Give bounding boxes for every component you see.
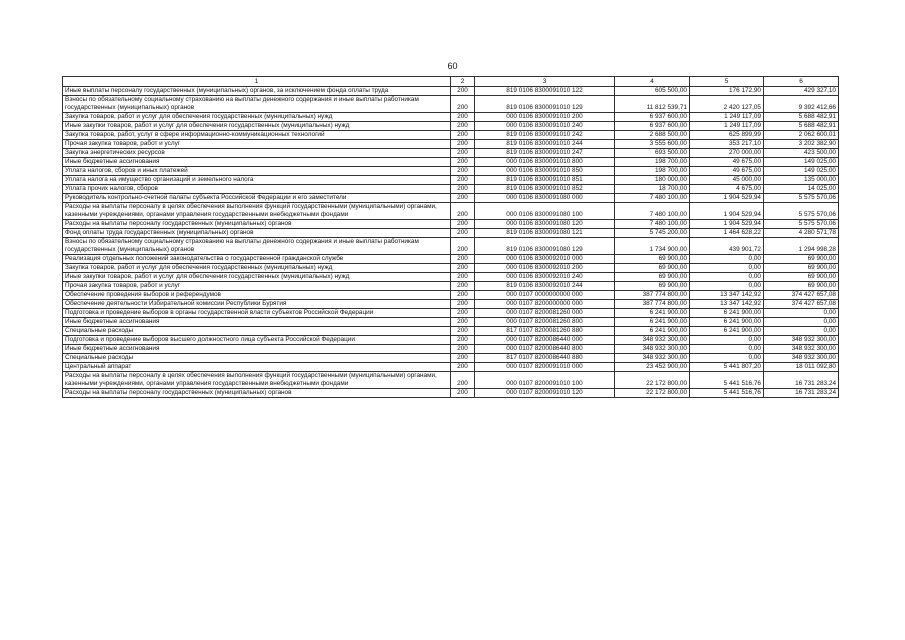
table-row — [63, 309, 839, 318]
row-executed-cell: 625 899,99 — [690, 131, 764, 140]
row-admin-code-cell: 200 — [451, 158, 475, 167]
table-row — [63, 372, 839, 389]
row-unexecuted-cell: 348 932 300,00 — [764, 336, 839, 345]
column-header: 3 — [475, 77, 615, 87]
table-row — [63, 291, 839, 300]
row-approved-cell: 198 700,00 — [615, 158, 690, 167]
budget-execution-table — [62, 76, 839, 398]
row-approved-cell: 387 774 800,00 — [615, 300, 690, 309]
table-row — [63, 203, 839, 220]
table-row — [63, 167, 839, 176]
row-unexecuted-cell: 4 280 571,78 — [764, 229, 839, 238]
row-executed-cell: 6 241 900,00 — [690, 309, 764, 318]
row-name-cell: Прочая закупка товаров, работ и услуг — [63, 282, 451, 291]
row-budget-code-cell: 819 0106 8300091010 852 — [475, 185, 615, 194]
table-row — [63, 185, 839, 194]
row-admin-code-cell: 200 — [451, 149, 475, 158]
row-name-cell: Взносы по обязательному социальному страхованию на выплаты денежного содержания и иные выплаты работникам государственных (муниципальных) органов — [63, 96, 451, 113]
row-executed-cell: 1 904 529,94 — [690, 220, 764, 229]
row-budget-code-cell: 000 0107 8200081260 800 — [475, 318, 615, 327]
row-admin-code-cell: 200 — [451, 131, 475, 140]
row-admin-code-cell: 200 — [451, 300, 475, 309]
row-executed-cell: 0,00 — [690, 273, 764, 282]
row-unexecuted-cell: 5 575 570,06 — [764, 203, 839, 220]
row-executed-cell: 1 464 628,22 — [690, 229, 764, 238]
row-admin-code-cell: 200 — [451, 327, 475, 336]
row-approved-cell: 693 500,00 — [615, 149, 690, 158]
row-admin-code-cell: 200 — [451, 336, 475, 345]
row-executed-cell: 1 249 117,09 — [690, 113, 764, 122]
row-unexecuted-cell: 149 025,00 — [764, 167, 839, 176]
row-executed-cell: 0,00 — [690, 264, 764, 273]
row-budget-code-cell: 000 0106 8300092010 240 — [475, 273, 615, 282]
row-budget-code-cell: 000 0107 8200086440 000 — [475, 336, 615, 345]
row-name-cell: Обеспечение проведения выборов и референдумов — [63, 291, 451, 300]
row-admin-code-cell: 200 — [451, 167, 475, 176]
row-unexecuted-cell: 16 731 283,24 — [764, 389, 839, 398]
row-unexecuted-cell: 0,00 — [764, 318, 839, 327]
row-executed-cell: 49 675,00 — [690, 167, 764, 176]
row-unexecuted-cell: 5 575 570,06 — [764, 194, 839, 203]
row-name-cell: Расходы на выплаты персоналу в целях обеспечения выполнения функций государственными (муниципальными) органами, казенными учреждениями, органами управления государственными внебюджетными фондами — [63, 372, 451, 389]
row-unexecuted-cell: 5 688 482,91 — [764, 122, 839, 131]
row-approved-cell: 6 937 600,00 — [615, 122, 690, 131]
table-row — [63, 336, 839, 345]
row-executed-cell: 6 241 900,00 — [690, 327, 764, 336]
row-approved-cell: 11 812 539,71 — [615, 96, 690, 113]
row-admin-code-cell: 200 — [451, 264, 475, 273]
row-admin-code-cell: 200 — [451, 238, 475, 255]
row-budget-code-cell: 000 0107 8200091010 100 — [475, 372, 615, 389]
row-unexecuted-cell: 5 688 482,91 — [764, 113, 839, 122]
row-budget-code-cell: 000 0107 8200081260 000 — [475, 309, 615, 318]
row-admin-code-cell: 200 — [451, 122, 475, 131]
table-row — [63, 255, 839, 264]
row-name-cell: Обеспечение деятельности Избирательной комиссии Республики Бурятия — [63, 300, 451, 309]
row-executed-cell: 5 441 516,76 — [690, 372, 764, 389]
row-unexecuted-cell: 5 575 570,06 — [764, 220, 839, 229]
row-unexecuted-cell: 69 900,00 — [764, 264, 839, 273]
row-name-cell: Расходы на выплаты персоналу государственных (муниципальных) органов — [63, 220, 451, 229]
row-approved-cell: 198 700,00 — [615, 167, 690, 176]
row-approved-cell: 7 480 100,00 — [615, 194, 690, 203]
page-number: 60 — [447, 61, 458, 71]
row-budget-code-cell: 000 0107 0000000000 000 — [475, 291, 615, 300]
table-row — [63, 318, 839, 327]
row-budget-code-cell: 000 0106 8300091010 800 — [475, 158, 615, 167]
row-admin-code-cell: 200 — [451, 113, 475, 122]
row-name-cell: Прочая закупка товаров, работ и услуг — [63, 140, 451, 149]
row-approved-cell: 605 500,00 — [615, 87, 690, 96]
row-name-cell: Реализация отдельных положений законодательства о государственной гражданской службе — [63, 255, 451, 264]
row-unexecuted-cell: 149 025,00 — [764, 158, 839, 167]
row-executed-cell: 439 901,72 — [690, 238, 764, 255]
row-name-cell: Подготовка и проведение выборов в органы государственной власти субъектов Российской Федерации — [63, 309, 451, 318]
row-unexecuted-cell: 18 011 092,80 — [764, 363, 839, 372]
row-approved-cell: 22 172 800,00 — [615, 389, 690, 398]
row-admin-code-cell: 200 — [451, 372, 475, 389]
row-admin-code-cell: 200 — [451, 140, 475, 149]
row-approved-cell: 69 900,00 — [615, 255, 690, 264]
row-admin-code-cell: 200 — [451, 345, 475, 354]
row-admin-code-cell: 200 — [451, 220, 475, 229]
row-executed-cell: 13 347 142,92 — [690, 291, 764, 300]
row-unexecuted-cell: 348 932 300,00 — [764, 354, 839, 363]
row-name-cell: Руководитель контрольно-счетной палаты субъекта Российской Федерации и его заместители — [63, 194, 451, 203]
row-unexecuted-cell: 0,00 — [764, 309, 839, 318]
row-executed-cell: 49 675,00 — [690, 158, 764, 167]
row-admin-code-cell: 200 — [451, 363, 475, 372]
table-row — [63, 345, 839, 354]
table-row — [63, 140, 839, 149]
row-unexecuted-cell: 14 025,00 — [764, 185, 839, 194]
row-executed-cell: 1 249 117,09 — [690, 122, 764, 131]
row-approved-cell: 69 900,00 — [615, 264, 690, 273]
row-budget-code-cell: 819 0106 8300092010 244 — [475, 282, 615, 291]
column-header: 4 — [615, 77, 690, 87]
table-row — [63, 363, 839, 372]
row-name-cell: Иные бюджетные ассигнования — [63, 318, 451, 327]
row-executed-cell: 13 347 142,92 — [690, 300, 764, 309]
row-approved-cell: 5 745 200,00 — [615, 229, 690, 238]
row-approved-cell: 6 241 900,00 — [615, 309, 690, 318]
table-row — [63, 220, 839, 229]
row-executed-cell: 4 675,00 — [690, 185, 764, 194]
row-budget-code-cell: 819 0106 8300091080 121 — [475, 229, 615, 238]
row-unexecuted-cell: 69 900,00 — [764, 282, 839, 291]
row-unexecuted-cell: 135 000,00 — [764, 176, 839, 185]
row-approved-cell: 7 480 100,00 — [615, 220, 690, 229]
table-row — [63, 87, 839, 96]
table-row — [63, 327, 839, 336]
column-header: 2 — [451, 77, 475, 87]
table-row — [63, 264, 839, 273]
row-admin-code-cell: 200 — [451, 203, 475, 220]
row-budget-code-cell: 819 0106 8300091010 851 — [475, 176, 615, 185]
row-unexecuted-cell: 429 327,10 — [764, 87, 839, 96]
row-executed-cell: 0,00 — [690, 354, 764, 363]
row-unexecuted-cell: 374 427 657,08 — [764, 291, 839, 300]
row-executed-cell: 270 000,00 — [690, 149, 764, 158]
row-name-cell: Закупка товаров, работ, услуг в сфере информационно-коммуникационных технологий — [63, 131, 451, 140]
row-executed-cell: 353 217,10 — [690, 140, 764, 149]
row-approved-cell: 348 932 300,00 — [615, 354, 690, 363]
row-approved-cell: 2 688 500,00 — [615, 131, 690, 140]
row-admin-code-cell: 200 — [451, 309, 475, 318]
row-budget-code-cell: 819 0106 8300091080 129 — [475, 238, 615, 255]
row-executed-cell: 6 241 900,00 — [690, 318, 764, 327]
row-executed-cell: 5 441 516,76 — [690, 389, 764, 398]
row-name-cell: Взносы по обязательному социальному страхованию на выплаты денежного содержания и иные выплаты работникам государственных (муниципальных) органов — [63, 238, 451, 255]
row-budget-code-cell: 000 0107 8200000000 000 — [475, 300, 615, 309]
row-approved-cell: 18 700,00 — [615, 185, 690, 194]
table-row — [63, 273, 839, 282]
row-unexecuted-cell: 1 294 998,28 — [764, 238, 839, 255]
row-admin-code-cell: 200 — [451, 185, 475, 194]
row-budget-code-cell: 000 0106 8300092010 000 — [475, 255, 615, 264]
row-executed-cell: 0,00 — [690, 255, 764, 264]
row-budget-code-cell: 000 0106 8300091010 200 — [475, 113, 615, 122]
row-name-cell: Фонд оплаты труда государственных (муниципальных) органов — [63, 229, 451, 238]
row-approved-cell: 348 932 300,00 — [615, 345, 690, 354]
row-approved-cell: 387 774 800,00 — [615, 291, 690, 300]
table-row — [63, 238, 839, 255]
row-approved-cell: 348 932 300,00 — [615, 336, 690, 345]
row-approved-cell: 6 241 900,00 — [615, 318, 690, 327]
row-name-cell: Закупка товаров, работ и услуг для обеспечения государственных (муниципальных) нужд — [63, 113, 451, 122]
row-executed-cell: 45 000,00 — [690, 176, 764, 185]
row-executed-cell: 176 172,90 — [690, 87, 764, 96]
row-executed-cell: 0,00 — [690, 282, 764, 291]
table-row — [63, 194, 839, 203]
row-admin-code-cell: 200 — [451, 229, 475, 238]
row-budget-code-cell: 819 0106 8300091010 247 — [475, 149, 615, 158]
table-row — [63, 96, 839, 113]
row-name-cell: Иные закупки товаров, работ и услуг для обеспечения государственных (муниципальных) нужд — [63, 273, 451, 282]
row-budget-code-cell: 000 0107 8200091010 000 — [475, 363, 615, 372]
row-admin-code-cell: 200 — [451, 194, 475, 203]
table-header-row — [63, 77, 839, 87]
row-approved-cell: 69 900,00 — [615, 282, 690, 291]
row-approved-cell: 6 241 900,00 — [615, 327, 690, 336]
row-budget-code-cell: 817 0107 8200081260 880 — [475, 327, 615, 336]
row-name-cell: Расходы на выплаты персоналу в целях обеспечения выполнения функций государственными (муниципальными) органами, казенными учреждениями, органами управления государственными внебюджетными фондами — [63, 203, 451, 220]
table-row — [63, 300, 839, 309]
row-approved-cell: 22 172 800,00 — [615, 372, 690, 389]
row-unexecuted-cell: 374 427 657,08 — [764, 300, 839, 309]
row-executed-cell: 0,00 — [690, 345, 764, 354]
row-name-cell: Расходы на выплаты персоналу государственных (муниципальных) органов — [63, 389, 451, 398]
table-row — [63, 282, 839, 291]
row-approved-cell: 1 734 900,00 — [615, 238, 690, 255]
row-name-cell: Специальные расходы — [63, 354, 451, 363]
table-row — [63, 131, 839, 140]
row-admin-code-cell: 200 — [451, 282, 475, 291]
row-executed-cell: 2 420 127,05 — [690, 96, 764, 113]
row-unexecuted-cell: 3 202 382,90 — [764, 140, 839, 149]
table-row — [63, 149, 839, 158]
row-budget-code-cell: 000 0106 8300091080 120 — [475, 220, 615, 229]
row-admin-code-cell: 200 — [451, 176, 475, 185]
row-budget-code-cell: 819 0106 8300091010 244 — [475, 140, 615, 149]
column-header: 5 — [690, 77, 764, 87]
table-row — [63, 229, 839, 238]
column-header: 1 — [63, 77, 451, 87]
row-name-cell: Подготовка и проведение выборов высшего должностного лица субъекта Российской Федерации — [63, 336, 451, 345]
row-approved-cell: 180 000,00 — [615, 176, 690, 185]
row-budget-code-cell: 819 0106 8300091010 122 — [475, 87, 615, 96]
row-admin-code-cell: 200 — [451, 273, 475, 282]
row-executed-cell: 1 904 529,94 — [690, 194, 764, 203]
table-row — [63, 389, 839, 398]
row-budget-code-cell: 819 0106 8300091010 242 — [475, 131, 615, 140]
row-approved-cell: 3 555 600,00 — [615, 140, 690, 149]
row-name-cell: Специальные расходы — [63, 327, 451, 336]
row-name-cell: Уплата налогов, сборов и иных платежей — [63, 167, 451, 176]
row-executed-cell: 1 904 529,94 — [690, 203, 764, 220]
row-approved-cell: 7 480 100,00 — [615, 203, 690, 220]
row-admin-code-cell: 200 — [451, 96, 475, 113]
row-unexecuted-cell: 0,00 — [764, 327, 839, 336]
row-admin-code-cell: 200 — [451, 255, 475, 264]
row-name-cell: Уплата прочих налогов, сборов — [63, 185, 451, 194]
row-admin-code-cell: 200 — [451, 318, 475, 327]
row-unexecuted-cell: 16 731 283,24 — [764, 372, 839, 389]
row-budget-code-cell: 000 0106 8300091080 000 — [475, 194, 615, 203]
row-unexecuted-cell: 2 062 600,01 — [764, 131, 839, 140]
row-budget-code-cell: 819 0106 8300091010 129 — [475, 96, 615, 113]
row-unexecuted-cell: 69 900,00 — [764, 255, 839, 264]
row-budget-code-cell: 000 0107 8200091010 120 — [475, 389, 615, 398]
row-name-cell: Уплата налога на имущество организаций и земельного налога — [63, 176, 451, 185]
table-row — [63, 122, 839, 131]
row-name-cell: Иные закупки товаров, работ и услуг для обеспечения государственных (муниципальных) нужд — [63, 122, 451, 131]
row-name-cell: Иные выплаты персоналу государственных (муниципальных) органов, за исключением фонда оплаты труда — [63, 87, 451, 96]
row-admin-code-cell: 200 — [451, 291, 475, 300]
row-name-cell: Закупка товаров, работ и услуг для обеспечения государственных (муниципальных) нужд — [63, 264, 451, 273]
row-budget-code-cell: 000 0106 8300092010 200 — [475, 264, 615, 273]
row-admin-code-cell: 200 — [451, 389, 475, 398]
row-approved-cell: 23 452 900,00 — [615, 363, 690, 372]
row-unexecuted-cell: 423 500,00 — [764, 149, 839, 158]
row-approved-cell: 69 900,00 — [615, 273, 690, 282]
row-name-cell: Иные бюджетные ассигнования — [63, 158, 451, 167]
row-name-cell: Центральный аппарат — [63, 363, 451, 372]
column-header: 6 — [764, 77, 839, 87]
row-admin-code-cell: 200 — [451, 87, 475, 96]
row-name-cell: Иные бюджетные ассигнования — [63, 345, 451, 354]
table-row — [63, 113, 839, 122]
row-unexecuted-cell: 348 932 300,00 — [764, 345, 839, 354]
row-budget-code-cell: 000 0106 8300091080 100 — [475, 203, 615, 220]
row-executed-cell: 0,00 — [690, 336, 764, 345]
table-row — [63, 176, 839, 185]
row-name-cell: Закупка энергетических ресурсов — [63, 149, 451, 158]
table-row — [63, 158, 839, 167]
row-budget-code-cell: 000 0106 8300091010 850 — [475, 167, 615, 176]
table-row — [63, 354, 839, 363]
row-unexecuted-cell: 9 392 412,66 — [764, 96, 839, 113]
row-admin-code-cell: 200 — [451, 354, 475, 363]
row-executed-cell: 5 441 807,20 — [690, 363, 764, 372]
row-approved-cell: 6 937 600,00 — [615, 113, 690, 122]
row-budget-code-cell: 000 0107 8200086440 800 — [475, 345, 615, 354]
row-budget-code-cell: 000 0106 8300091010 240 — [475, 122, 615, 131]
row-unexecuted-cell: 69 900,00 — [764, 273, 839, 282]
row-budget-code-cell: 817 0107 8200086440 880 — [475, 354, 615, 363]
